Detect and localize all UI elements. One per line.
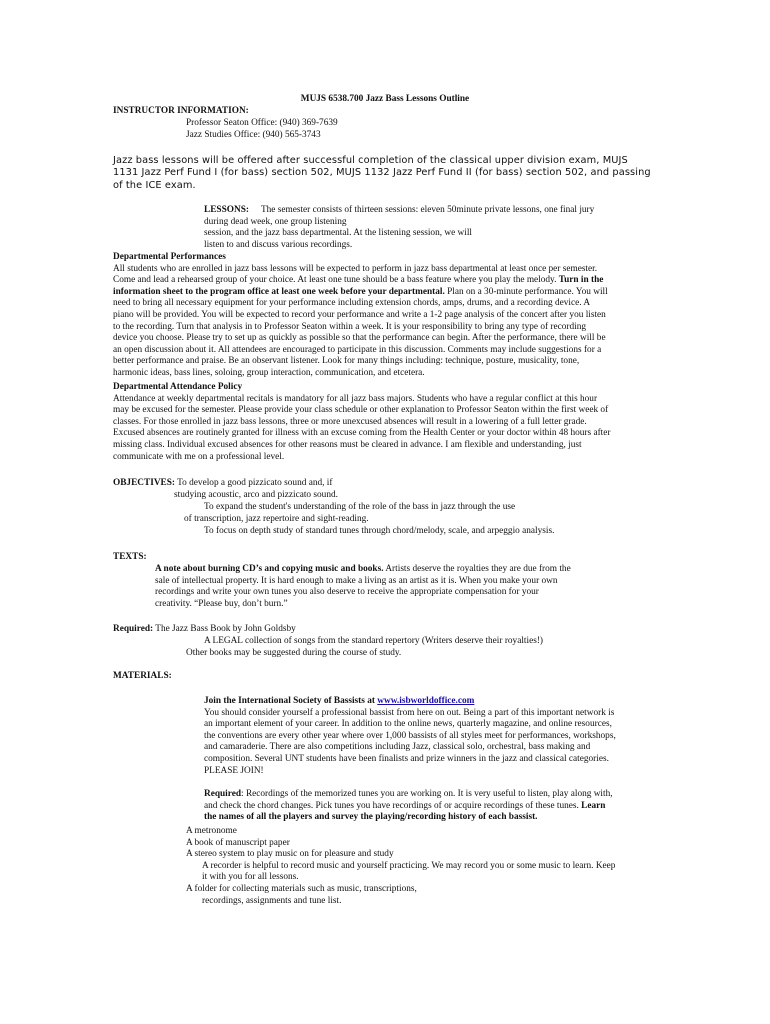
required-book: Required: The Jazz Bass Book by John Goldsby — [113, 624, 296, 634]
attendance-line: Excused absences are routinely granted for illness with an excuse coming from the Health Center or your doctor within 48 hours after — [113, 428, 611, 439]
attendance-line: Attendance at weekly departmental recitals is mandatory for all jazz bass majors. Students who have a regular conflict at this hour — [113, 393, 598, 404]
intro-paragraph — [113, 155, 651, 192]
lessons-label: LESSONS: — [204, 205, 249, 215]
required-book-line-3: Other books may be suggested during the course of study. — [186, 648, 402, 658]
attendance-line: classes. For those enrolled in jazz bass lessons, three or more unexcused absences will result in a lowering of a full letter grade. — [113, 416, 587, 427]
materials-heading: MATERIALS: — [113, 671, 172, 681]
attendance-section — [113, 382, 653, 463]
lessons-line: listen to and discuss various recordings. — [204, 239, 353, 250]
objectives-line-4: of transcription, jazz repertoire and sight-reading. — [184, 514, 369, 524]
intro-line: of the ICE exam. — [113, 179, 196, 191]
recordings-required-block: Required: Recordings of the memorized tunes you are working on. It is very useful to listen, play along with, and check the chord changes. Pick tunes you have recordings of or acquire recordings of these tunes. Learn the names of all the players and survey the playing/recording history of each bassist. — [204, 789, 613, 823]
objectives-line-1: OBJECTIVES: To develop a good pizzicato sound and, if — [113, 478, 333, 488]
jazz-studies-office: Jazz Studies Office: (940) 565-3743 — [186, 130, 321, 140]
objectives-line-5: To focus on depth study of standard tunes through chord/melody, scale, and arpeggio analysis. — [204, 526, 555, 536]
objectives-line-3: To expand the student's understanding of the role of the bass in jazz through the use — [204, 502, 516, 512]
instructor-heading: INSTRUCTOR INFORMATION: — [113, 106, 249, 116]
objectives-line-2: studying acoustic, arco and pizzicato sound. — [174, 490, 338, 500]
document-title: MUJS 6538.700 Jazz Bass Lessons Outline — [300, 94, 470, 104]
recordings-required-label: Required — [204, 789, 242, 799]
list-item: A stereo system to play music on for pleasure and study — [186, 849, 394, 860]
departmental-section — [113, 252, 653, 380]
attendance-line: may be excused for the semester. Please provide your class schedule or other explanation to Professor Seaton within the first week of — [113, 405, 609, 416]
departmental-line: device you choose. Please try to set up as quickly as possible so that the performance can begin. After the performance, there will be — [113, 333, 606, 344]
isb-link[interactable]: www.isbworldoffice.com — [377, 696, 475, 706]
texts-heading: TEXTS: — [113, 552, 147, 562]
lessons-line: during dead week, one group listening — [204, 216, 347, 227]
lessons-line: session, and the jazz bass departmental. At the listening session, we will — [204, 228, 473, 239]
isb-line: You should consider yourself a professional bassist from here on out. Being a part of this important network is — [204, 707, 615, 718]
list-item: it with you for all lessons. — [202, 872, 299, 883]
isb-line: an important element of your career. In addition to the online news, quarterly magazine, and online resources, — [204, 719, 612, 730]
intro-line: Jazz bass lessons will be offered after successful completion of the classical upper division exam, MUJS — [113, 155, 628, 166]
list-item: A metronome — [186, 826, 237, 836]
attendance-heading: Departmental Attendance Policy — [113, 382, 243, 392]
attendance-line: missing class. Individual excused absences for other reasons must be cleared in advance. I am flexible and understanding, just — [113, 439, 582, 450]
isb-block — [204, 696, 616, 777]
materials-list — [186, 826, 615, 907]
list-item: recordings, assignments and tune list. — [202, 895, 342, 906]
texts-note: A note about burning CD’s and copying music and books. Artists deserve the royalties they are due from the sale of intellectual property. It is hard enough to make a living as an artist as it is. When you make your own recordings and write your own tunes you also deserve to receive the appropriate compensation for your creativity. “Please buy, don’t burn.” — [155, 564, 571, 609]
attendance-line: communicate with me on a professional level. — [113, 451, 285, 462]
isb-line: and camaraderie. There are also competitions including Jazz, classical solo, orchestral, bass making and — [204, 742, 591, 753]
departmental-line: better performance and praise. Be an observant listener. Look for many things including: technique, posture, musicality, tone, — [113, 356, 580, 367]
departmental-line: piano will be provided. You will be expected to record your performance and write a 1-2 page analysis of the concert after you listen — [113, 309, 606, 320]
instructor-office: Professor Seaton Office: (940) 369-7639 — [186, 118, 338, 128]
lessons-block — [204, 205, 594, 251]
required-label: Required: — [113, 624, 154, 634]
departmental-heading: Departmental Performances — [113, 252, 226, 262]
intro-line: 1131 Jazz Perf Fund I (for bass) section 502, MUJS 1132 Jazz Perf Fund II (for bass) section 502, and passing — [113, 167, 651, 179]
texts-note-bold: A note about burning CD’s and copying music and books. — [155, 564, 384, 574]
list-item: A folder for collecting materials such as music, transcriptions, — [186, 883, 417, 894]
departmental-line: information sheet to the program office at least one week before your departmental. Plan on a 30-minute performance. You will — [113, 286, 608, 297]
departmental-line: to the recording. Turn that analysis in to Professor Seaton within a week. It is your responsibility to bring any type of recording — [113, 321, 587, 332]
isb-line: composition. Several UNT students have been finalists and prize winners in the jazz and classical categories. — [204, 753, 609, 764]
list-item: A recorder is helpful to record music and yourself practicing. We may record you or some music to learn. Keep — [202, 860, 616, 871]
departmental-line: an open discussion about it. All attendees are encouraged to participate in this discussion. Comments may include suggestions for a — [113, 344, 602, 355]
departmental-line: need to bring all necessary equipment for your performance including extension chords, amps, drums, and a recording device. A — [113, 298, 591, 309]
departmental-line: harmonic ideas, bass lines, soloing, group interaction, communication, and etcetera. — [113, 367, 425, 378]
departmental-line: Come and lead a rehearsed group of your choice. At least one tune should be a bass feature where you play the melody. Turn in the — [113, 275, 604, 286]
isb-line: the conventions are every other year where over 1,000 bassists of all styles meet for performances, workshops, — [204, 730, 616, 741]
isb-line: PLEASE JOIN! — [204, 765, 264, 776]
required-book-line-2: A LEGAL collection of songs from the standard repertory (Writers deserve their royalties!) — [204, 636, 544, 646]
isb-heading: Join the International Society of Bassists at — [204, 696, 378, 706]
list-item: A book of manuscript paper — [186, 837, 290, 848]
departmental-line: All students who are enrolled in jazz bass lessons will be expected to perform in jazz bass departmental at least once per semester. — [113, 263, 598, 274]
objectives-label: OBJECTIVES: — [113, 478, 175, 488]
lessons-line: The semester consists of thirteen sessions: eleven 50minute private lessons, one final jury — [260, 205, 595, 215]
